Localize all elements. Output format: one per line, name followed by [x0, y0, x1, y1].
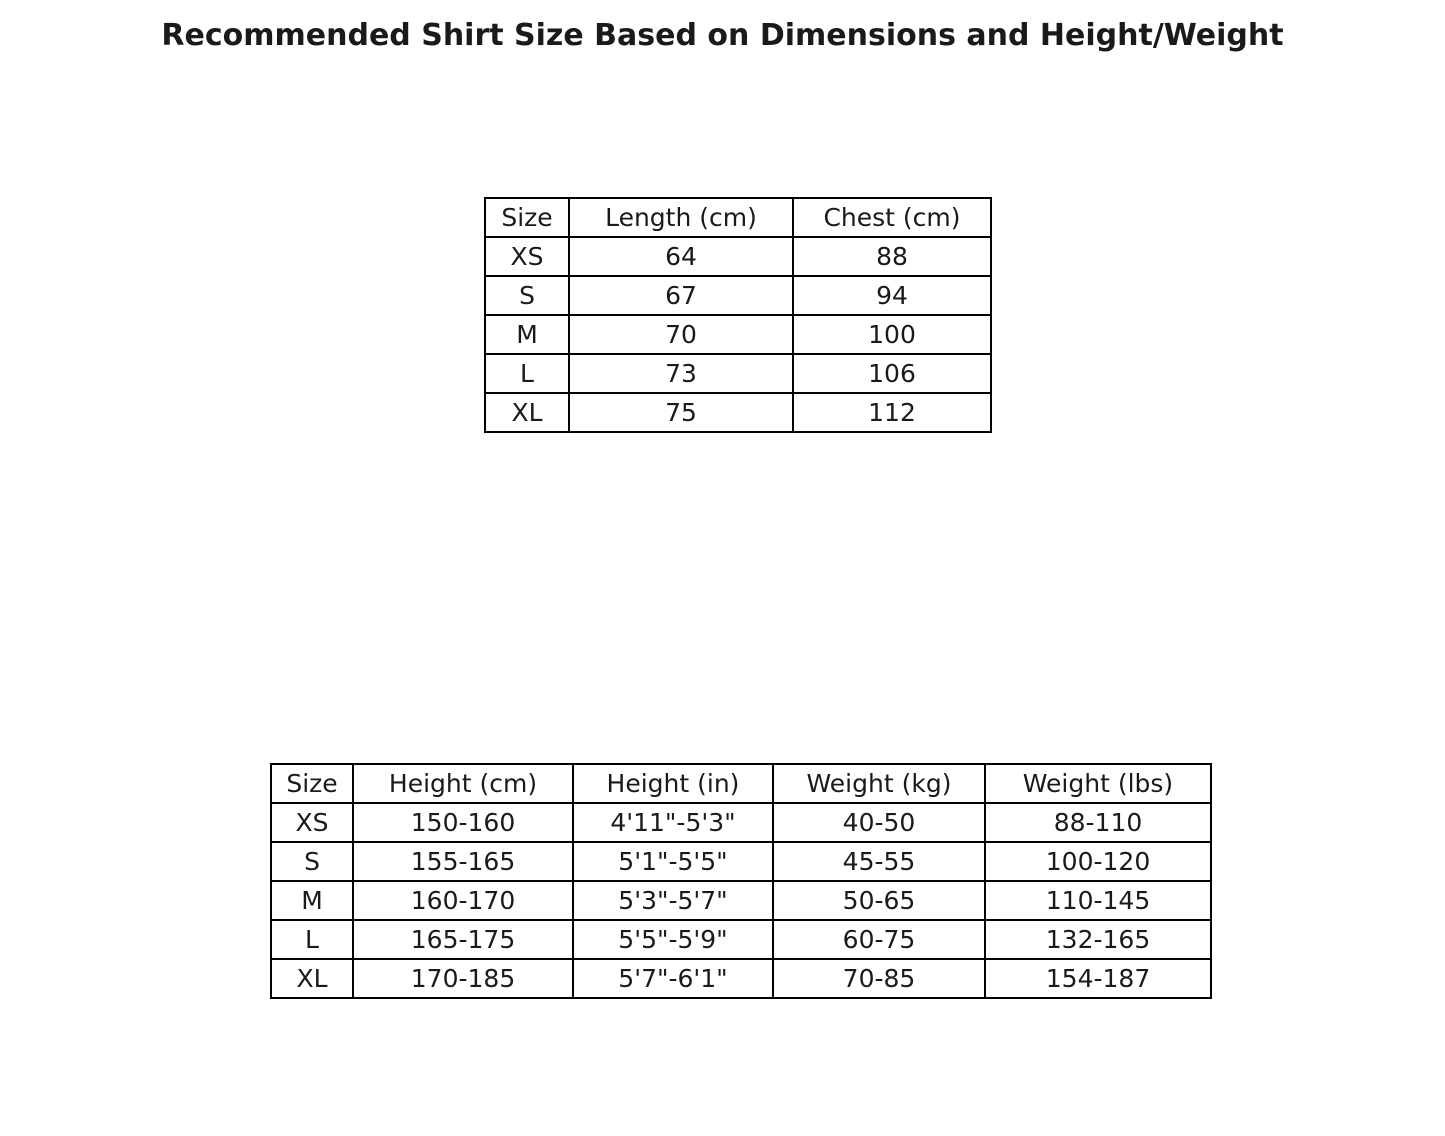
cell-height-in: 5'5"-5'9" [573, 920, 773, 959]
column-header: Height (cm) [353, 764, 573, 803]
table-row [485, 237, 991, 276]
table-row [271, 881, 1211, 920]
cell-height-cm: 160-170 [353, 881, 573, 920]
cell-size: XL [271, 959, 353, 998]
table-row [485, 276, 991, 315]
cell-size: L [485, 354, 569, 393]
table-row [485, 393, 991, 432]
cell-size: S [271, 842, 353, 881]
cell-weight-lbs: 100-120 [985, 842, 1211, 881]
column-header: Weight (lbs) [985, 764, 1211, 803]
table-row [485, 315, 991, 354]
cell-height-cm: 155-165 [353, 842, 573, 881]
cell-height-cm: 170-185 [353, 959, 573, 998]
cell-weight-kg: 60-75 [773, 920, 985, 959]
cell-height-cm: 150-160 [353, 803, 573, 842]
cell-height-in: 4'11"-5'3" [573, 803, 773, 842]
cell-size: L [271, 920, 353, 959]
cell-height-in: 5'3"-5'7" [573, 881, 773, 920]
table-header-row [485, 198, 991, 237]
cell-size: XS [271, 803, 353, 842]
page-title: Recommended Shirt Size Based on Dimensions and Height/Weight [161, 18, 1284, 53]
cell-size: M [485, 315, 569, 354]
column-header: Chest (cm) [793, 198, 991, 237]
column-header: Size [485, 198, 569, 237]
height-weight-table [270, 763, 1212, 999]
column-header: Length (cm) [569, 198, 793, 237]
cell-chest: 100 [793, 315, 991, 354]
dimensions-table [484, 197, 992, 433]
cell-weight-kg: 45-55 [773, 842, 985, 881]
cell-height-in: 5'1"-5'5" [573, 842, 773, 881]
cell-chest: 94 [793, 276, 991, 315]
cell-weight-kg: 50-65 [773, 881, 985, 920]
column-header: Size [271, 764, 353, 803]
cell-chest: 106 [793, 354, 991, 393]
table-row [271, 959, 1211, 998]
cell-length: 67 [569, 276, 793, 315]
table-row [271, 920, 1211, 959]
cell-chest: 88 [793, 237, 991, 276]
cell-length: 73 [569, 354, 793, 393]
table-header-row [271, 764, 1211, 803]
cell-size: XL [485, 393, 569, 432]
column-header: Weight (kg) [773, 764, 985, 803]
table-row [271, 842, 1211, 881]
cell-height-cm: 165-175 [353, 920, 573, 959]
cell-chest: 112 [793, 393, 991, 432]
cell-length: 75 [569, 393, 793, 432]
cell-size: S [485, 276, 569, 315]
cell-size: XS [485, 237, 569, 276]
cell-weight-lbs: 154-187 [985, 959, 1211, 998]
cell-length: 70 [569, 315, 793, 354]
cell-weight-lbs: 88-110 [985, 803, 1211, 842]
cell-height-in: 5'7"-6'1" [573, 959, 773, 998]
column-header: Height (in) [573, 764, 773, 803]
cell-weight-lbs: 110-145 [985, 881, 1211, 920]
table-row [485, 354, 991, 393]
cell-size: M [271, 881, 353, 920]
cell-weight-kg: 40-50 [773, 803, 985, 842]
cell-weight-lbs: 132-165 [985, 920, 1211, 959]
cell-length: 64 [569, 237, 793, 276]
cell-weight-kg: 70-85 [773, 959, 985, 998]
table-row [271, 803, 1211, 842]
